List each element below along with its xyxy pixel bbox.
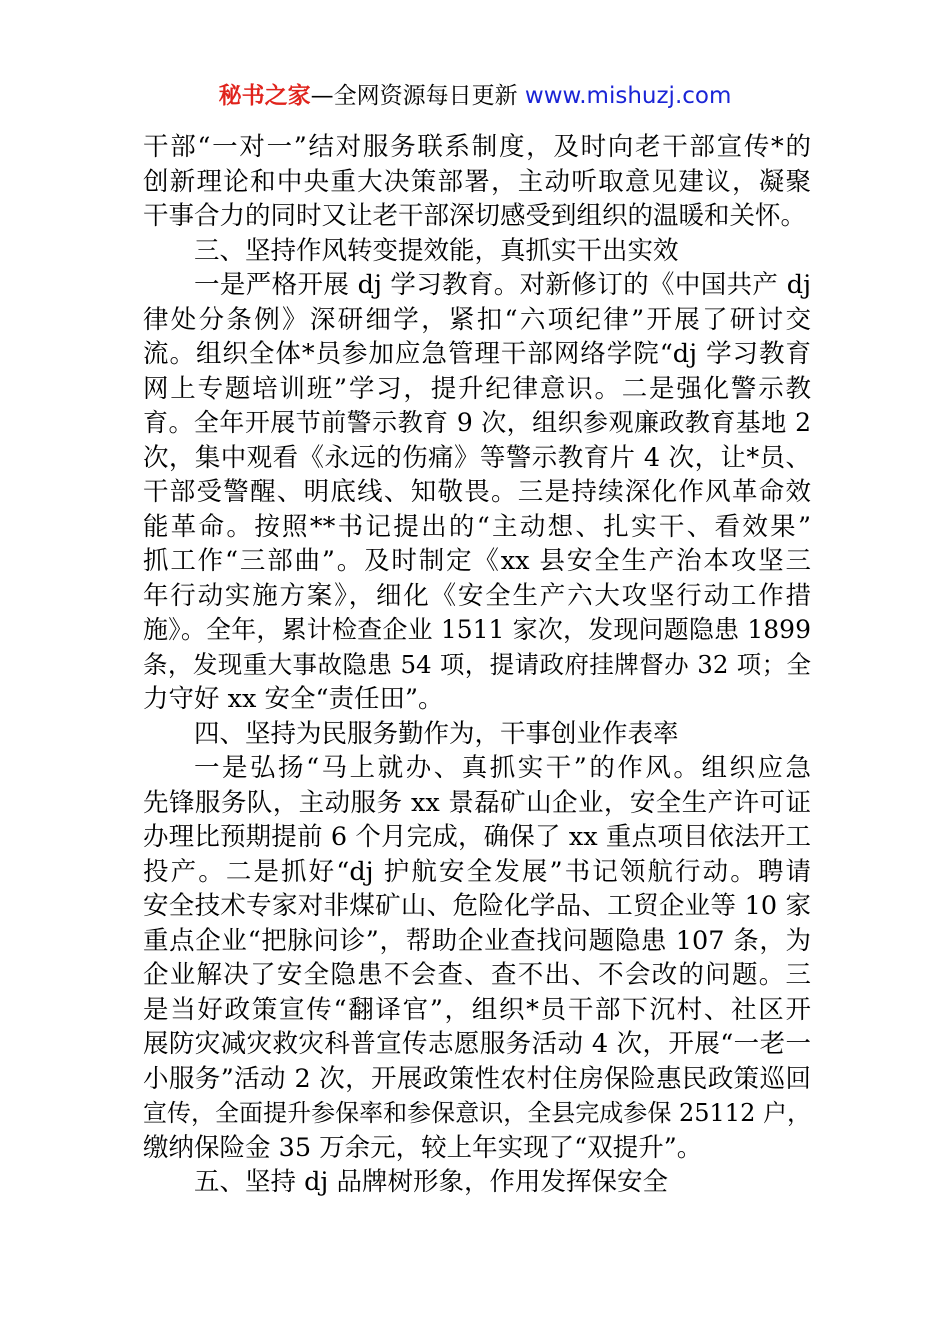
text-line: 宣传，全面提升参保率和参保意识，全县完成参保 25112 户，: [143, 1099, 811, 1127]
text-line: 干事合力的同时又让老干部深切感受到组织的温暖和关怀。: [143, 201, 807, 231]
text-line: 创新理论和中央重大决策部署，主动听取意见建议，凝聚: [143, 166, 811, 197]
text-line: 流。组织全体*员参加应急管理干部网络学院“dj 学习教育: [143, 339, 811, 369]
text-line: 一是弘扬“马上就办、真抓实干”的作风。组织应急: [194, 753, 811, 783]
section-heading: 五、坚持 dj 品牌树形象，作用发挥保安全: [194, 1167, 668, 1197]
text-line: 投产。二是抓好“dj 护航安全发展”书记领航行动。聘请: [143, 856, 811, 887]
text-line: 企业解决了安全隐患不会查、查不出、不会改的问题。三: [143, 960, 811, 990]
text-line: 次，集中观看《永远的伤痛》等警示教育片 4 次，让*员、: [143, 442, 811, 473]
text-line: 一是严格开展 dj 学习教育。对新修订的《中国共产 dj: [194, 270, 811, 300]
text-line: 干部受警醒、明底线、知敬畏。三是持续深化作风革命效: [143, 477, 811, 507]
text-line: 干部“一对一”结对服务联系制度，及时向老干部宣传*的: [143, 132, 811, 162]
text-line: 缴纳保险金 35 万余元，较上年实现了“双提升”。: [143, 1132, 703, 1163]
text-line: 先锋服务队，主动服务 xx 景磊矿山企业，安全生产许可证: [143, 787, 811, 818]
text-line: 小服务”活动 2 次，开展政策性农村住房保险惠民政策巡回: [143, 1063, 811, 1094]
site-url-link[interactable]: www.mishuzj.com: [524, 83, 732, 109]
text-line: 力守好 xx 安全“责任田”。: [143, 684, 444, 714]
text-line: 展防灾减灾救灾科普宣传志愿服务活动 4 次，开展“一老一: [143, 1029, 811, 1059]
text-line: 网上专题培训班”学习，提升纪律意识。二是强化警示教: [143, 373, 811, 404]
text-line: 律处分条例》深研细学，紧扣“六项纪律”开展了研讨交: [143, 304, 811, 335]
text-line: 办理比预期提前 6 个月完成，确保了 xx 重点项目依法开工: [143, 822, 811, 852]
text-line: 安全技术专家对非煤矿山、危险化学品、工贸企业等 10 家: [143, 891, 811, 921]
text-line: 施》。全年，累计检查企业 1511 家次，发现问题隐患 1899: [143, 615, 811, 644]
section-heading: 三、坚持作风转变提效能，真抓实干出实效: [194, 235, 679, 266]
text-line: 育。全年开展节前警示教育 9 次，组织参观廉政教育基地 2: [143, 408, 811, 437]
text-line: 抓工作“三部曲”。及时制定《xx 县安全生产治本攻坚三: [143, 546, 811, 576]
section-heading: 四、坚持为民服务勤作为，干事创业作表率: [194, 718, 679, 749]
text-line: 条，发现重大事故隐患 54 项，提请政府挂牌督办 32 项；全: [143, 649, 811, 679]
site-slogan: —全网资源每日更新: [310, 83, 518, 109]
text-line: 是当好政策宣传“翻译官”，组织*员干部下沉村、社区开: [143, 994, 811, 1025]
text-line: 能革命。按照**书记提出的“主动想、扎实干、看效果”: [143, 511, 811, 542]
text-line: 重点企业“把脉问诊”，帮助企业查找问题隐患 107 条，为: [143, 925, 811, 956]
text-line: 年行动实施方案》，细化《安全生产六大攻坚行动工作措: [143, 580, 811, 611]
document-body: [143, 130, 811, 1200]
site-brand: 秘书之家: [218, 83, 311, 109]
page-header: [0, 78, 950, 114]
